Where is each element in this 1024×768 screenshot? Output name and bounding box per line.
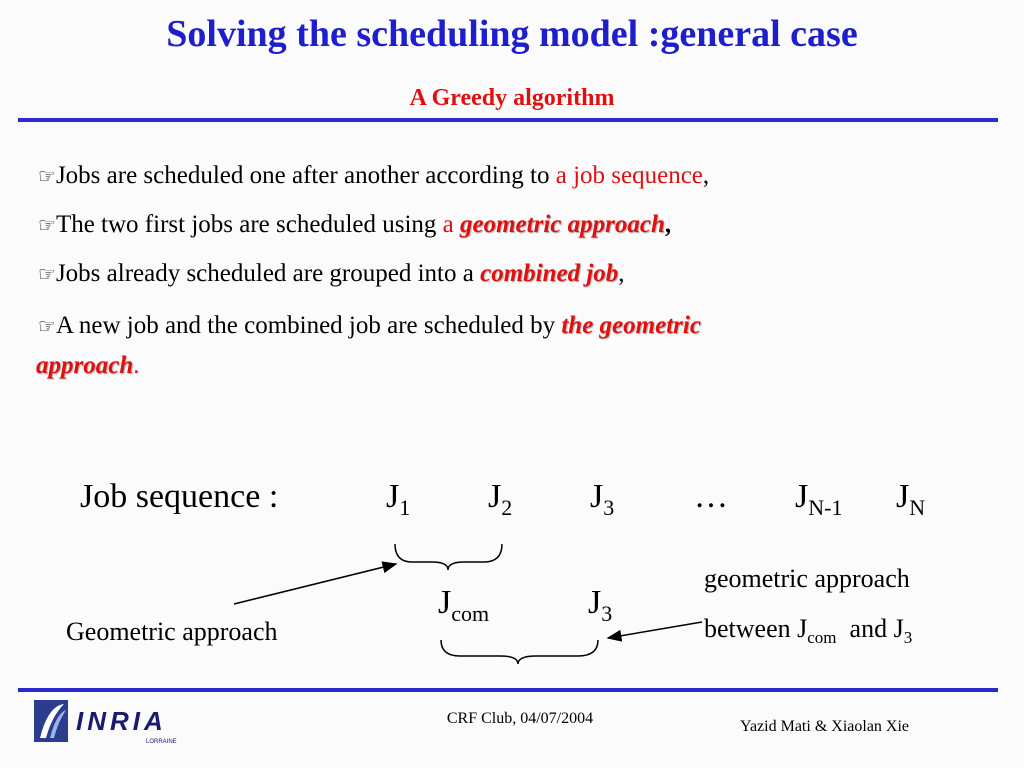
footer-authors: Yazid Mati & Xiaolan Xie: [740, 718, 910, 735]
sequence-job: $J_3$: [590, 478, 615, 520]
bullet-text: A new job and the combined job are scheduled by: [55, 312, 562, 339]
footer-divider: [18, 688, 998, 692]
sequence-job: $J_1$: [386, 478, 411, 520]
right-annotation-line1: geometric approach: [704, 564, 910, 593]
bullet-text: Jobs already scheduled are grouped into a: [55, 260, 481, 287]
bullet-suffix: ,: [702, 162, 710, 189]
bullet-text: The two first jobs are scheduled using: [55, 211, 443, 238]
pointing-hand-icon: ☞: [38, 314, 56, 338]
sequence-job: $J_2$: [488, 478, 513, 520]
right-annotation-line2: between $J_{com}$ and $J_3$: [704, 614, 913, 648]
bullet-highlight: combined job: [480, 260, 619, 287]
logo-text: INRIA: [76, 706, 167, 736]
bullet-highlight: a job sequence: [555, 162, 703, 189]
geometric-approach-label: Geometric approach: [66, 617, 278, 646]
pointing-hand-icon: ☞: [38, 164, 56, 188]
bullet-text: Jobs are scheduled one after another according to: [55, 162, 556, 189]
slide-subtitle: A Greedy algorithm: [409, 85, 615, 111]
slide-title: Solving the scheduling model :general case: [166, 13, 858, 55]
sequence-job: $J_{N-1}$: [795, 478, 843, 520]
inria-logo: [34, 698, 192, 746]
bullet-highlight: geometric approach: [460, 211, 665, 238]
sequence-ellipsis: …: [694, 478, 728, 515]
bullet-suffix: .: [133, 352, 140, 379]
job-sequence-label: Job sequence :: [80, 478, 279, 515]
bullet-highlight: approach: [36, 352, 134, 379]
bullet-suffix: ,: [664, 211, 672, 238]
pointing-hand-icon: ☞: [38, 213, 56, 237]
bullet-article: a: [442, 211, 461, 238]
bullet-suffix: ,: [618, 260, 625, 287]
pointing-hand-icon: ☞: [38, 262, 56, 286]
brace-jcom-j3: [441, 640, 598, 664]
sequence-job: $J_N$: [896, 478, 926, 520]
logo-subtext: LORRAINE: [146, 739, 177, 745]
combined-job: $J_{com}$: [438, 584, 490, 626]
brace-j1-j2: [395, 544, 502, 570]
footer-date: CRF Club, 04/07/2004: [446, 710, 594, 727]
next-job: $J_3$: [588, 584, 613, 626]
arrow-to-j1-j2: [234, 564, 396, 604]
arrow-to-j3: [608, 622, 702, 638]
bullet-highlight: the geometric: [561, 312, 701, 339]
